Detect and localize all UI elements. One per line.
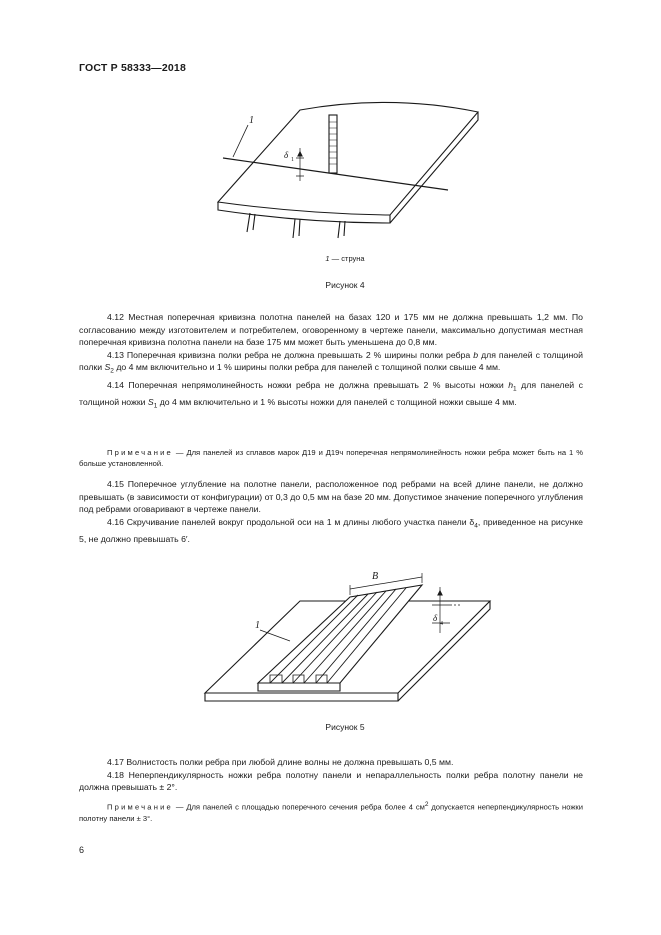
figure-4-caption: Рисунок 4 — [325, 280, 365, 290]
figure-4-drawing — [200, 82, 490, 252]
clause-4-15: 4.15 Поперечное углубление на полотне панели, расположенное под ребрами на всей длине панели, не должно превышать (в зависимости от конфигурации) от 0,3 до 0,5 мм на базе 20 мм. Допустимое значение поперечного углубления под ребрами оговаривают в чертеже панели. — [79, 479, 583, 515]
clauses-block-2 — [79, 478, 583, 546]
fig4-delta-sub: 1 — [291, 157, 294, 163]
clause-4-18: 4.18 Неперпендикулярность ножки ребра полотну панели и непараллельность полки ребра полотну панели не должна превышать ± 2°. — [79, 769, 583, 793]
figure-5-caption: Рисунок 5 — [325, 722, 365, 732]
figure-4-legend — [280, 254, 410, 263]
clause-4-17: 4.17 Волнистость полки ребра при любой длине волны не должна превышать 0,5 мм. — [107, 757, 454, 767]
fig5-b-label: B — [372, 571, 379, 582]
note-1-text: — Для панелей из сплавов марок Д19 и Д19ч поперечная непрямолинейность ножки ребра может быть на 1 % больше установленной. — [79, 448, 583, 468]
figure-5-drawing — [200, 565, 500, 715]
standard-header: ГОСТ Р 58333—2018 — [79, 62, 187, 74]
legend-number: 1 — [325, 254, 330, 263]
fig5-delta-sub: 4 — [440, 621, 443, 627]
fig5-delta-label: δ — [433, 613, 438, 623]
clauses-block-1 — [79, 311, 583, 413]
note-2-label: Примечание — [107, 802, 173, 812]
note-1-label: Примечание — [107, 448, 173, 457]
note-1 — [79, 447, 583, 469]
fig4-callout-1: 1 — [249, 115, 254, 126]
clause-4-14: 4.14 Поперечная непрямолинейность ножки ребра не должна превышать 2 % высоты ножки $h_1$ для панелей с толщиной ножки $S_1$ до 4 мм включительно и 1 % высоты ножки для панелей с толщиной ножки свыше 4 мм. — [79, 379, 584, 410]
clause-4-16: 4.16 Скручивание панелей вокруг продольной оси на 1 м длины любого участка панели $\delta_4$, приведенное на рисунке 5, не должно превышать 6′. — [79, 516, 583, 545]
note-2: Примечание — Для панелей с площадью поперечного сечения ребра более 4 $см^2$ допускается неперпендикулярность ножки полотну панели ± 3°. — [79, 801, 583, 823]
fig5-callout-1: 1 — [255, 620, 260, 631]
page-number: 6 — [79, 845, 85, 855]
clauses-block-3 — [79, 756, 583, 794]
fig4-delta-label: δ — [284, 150, 289, 160]
clause-4-12: 4.12 Местная поперечная кривизна полотна панелей на базах 120 и 175 мм не должна превышать 1,2 мм. По согласованию между изготовителем и потребителем, оговоренному в чертеже панели, максимально допустимая местная поперечная кривизна полотна панели на базе 175 мм может быть уменьшена до 0,8 мм. — [79, 312, 583, 348]
legend-text: — струна — [331, 254, 365, 263]
clause-4-13: 4.13 Поперечная кривизна полки ребра не должна превышать 2 % ширины полки ребра b для панелей с толщиной полки $S_2$ до 4 мм включительно и 1 % ширины полки ребра для панелей с толщиной полки свыше 4 мм. — [79, 349, 583, 376]
